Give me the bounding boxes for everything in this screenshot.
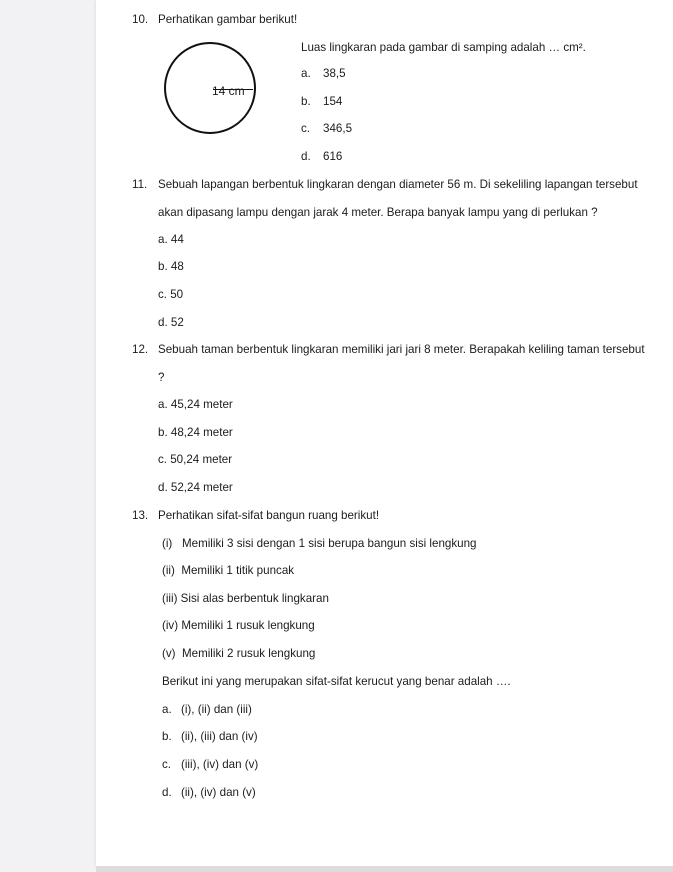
q10-option-b-letter: b. bbox=[301, 95, 311, 108]
q10-option-a-letter: a. bbox=[301, 67, 311, 80]
q10-option-d-letter: d. bbox=[301, 150, 311, 163]
q10-question: Luas lingkaran pada gambar di samping adalah … cm². bbox=[301, 41, 586, 54]
q13-statement-ii: (ii) Memiliki 1 titik puncak bbox=[162, 564, 295, 577]
q12-option-c: c. 50,24 meter bbox=[158, 453, 233, 466]
q11-option-c: c. 50 bbox=[158, 288, 184, 301]
q13-option-b-text: (ii), (iii) dan (iv) bbox=[181, 730, 258, 743]
q12-option-a: a. 45,24 meter bbox=[158, 398, 233, 411]
q10-prompt: Perhatikan gambar berikut! bbox=[158, 13, 298, 26]
q13-option-c-letter: c. bbox=[162, 758, 172, 771]
q13-statement-iv: (iv) Memiliki 1 rusuk lengkung bbox=[162, 619, 315, 632]
q13-option-d-letter: d. bbox=[162, 786, 172, 799]
q11-line-1: Sebuah lapangan berbentuk lingkaran dengan diameter 56 m. Di sekeliling lapangan tersebut bbox=[158, 178, 638, 191]
q13-question: Berikut ini yang merupakan sifat-sifat kerucut yang benar adalah …. bbox=[162, 675, 511, 688]
q10-number: 10. bbox=[132, 13, 149, 26]
radius-label: 14 cm bbox=[212, 84, 245, 98]
q13-prompt: Perhatikan sifat-sifat bangun ruang berikut! bbox=[158, 509, 380, 522]
q13-number: 13. bbox=[132, 509, 149, 522]
q12-line-2: ? bbox=[158, 371, 165, 384]
q11-option-a: a. 44 bbox=[158, 233, 184, 246]
q10-option-c-text: 346,5 bbox=[323, 122, 353, 135]
q12-number: 12. bbox=[132, 343, 149, 356]
q13-statement-iii: (iii) Sisi alas berbentuk lingkaran bbox=[162, 592, 329, 605]
q11-number: 11. bbox=[132, 178, 148, 191]
q13-option-d-text: (ii), (iv) dan (v) bbox=[181, 786, 256, 799]
q11-option-d: d. 52 bbox=[158, 316, 184, 329]
q10-option-d-text: 616 bbox=[323, 150, 343, 163]
q13-statement-v: (v) Memiliki 2 rusuk lengkung bbox=[162, 647, 316, 660]
q13-option-a-text: (i), (ii) dan (iii) bbox=[181, 703, 252, 716]
q13-statement-i: (i) Memiliki 3 sisi dengan 1 sisi berupa bangun sisi lengkung bbox=[162, 537, 477, 550]
page-bottom-edge bbox=[96, 866, 673, 872]
q10-option-a-text: 38,5 bbox=[323, 67, 346, 80]
q10-option-b-text: 154 bbox=[323, 95, 343, 108]
q11-line-2: akan dipasang lampu dengan jarak 4 meter. Berapa banyak lampu yang di perlukan ? bbox=[158, 206, 598, 219]
q12-option-b: b. 48,24 meter bbox=[158, 426, 233, 439]
q10-option-c-letter: c. bbox=[301, 122, 311, 135]
q12-line-1: Sebuah taman berbentuk lingkaran memiliki jari jari 8 meter. Berapakah keliling taman tersebut bbox=[158, 343, 645, 356]
q12-option-d: d. 52,24 meter bbox=[158, 481, 233, 494]
q11-option-b: b. 48 bbox=[158, 260, 184, 273]
q13-option-b-letter: b. bbox=[162, 730, 172, 743]
q13-option-a-letter: a. bbox=[162, 703, 172, 716]
q13-option-c-text: (iii), (iv) dan (v) bbox=[181, 758, 259, 771]
